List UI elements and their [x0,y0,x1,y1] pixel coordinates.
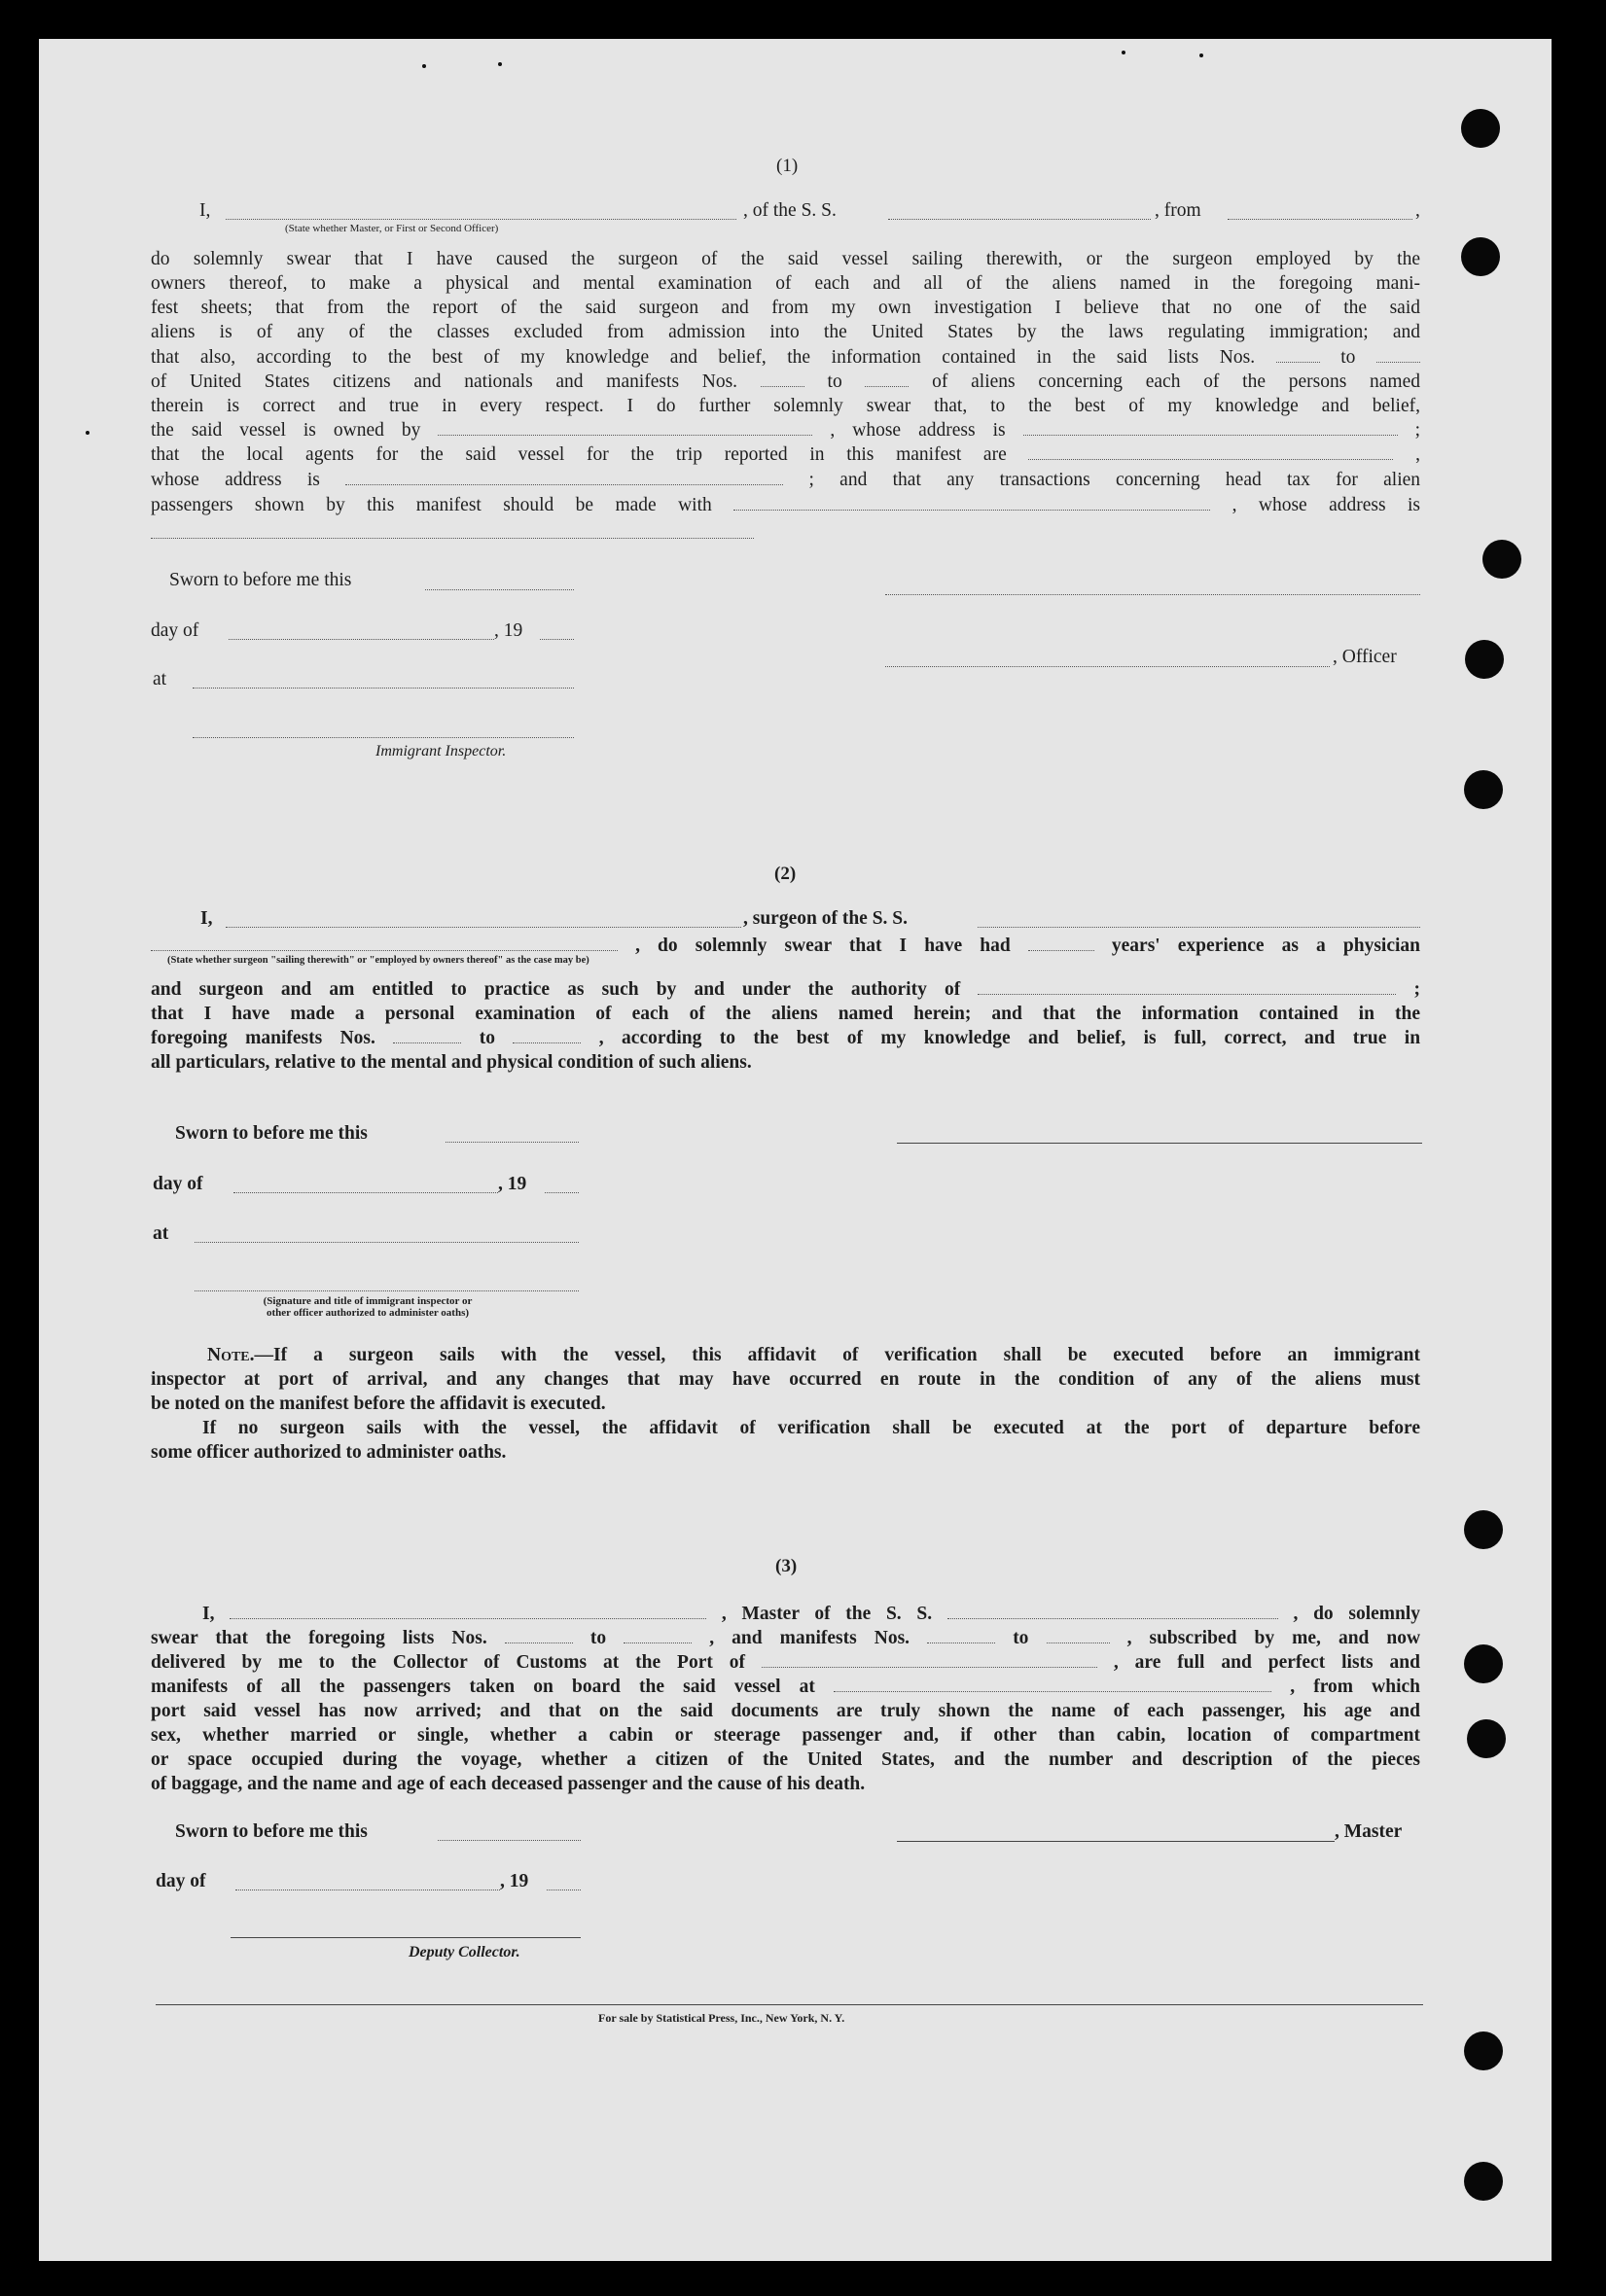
s1-from-label: , from [1155,200,1201,221]
s1-head-tax-label: passengers shown by this manifest should be made with [151,495,712,515]
punch-hole [1461,237,1500,276]
s3-line-3 [151,1650,1420,1675]
punch-hole [1464,770,1503,809]
punch-hole [1464,1644,1503,1683]
s3-line-7: or space occupied during the voyage, whether a citizen of the United States, and the number and description of the pieces [151,1749,1420,1770]
s2-at-place-field[interactable] [195,1241,579,1243]
s1-line-11 [151,493,1420,517]
s1-line-4: aliens is of any of the classes excluded from admission into the United States by the laws regulating immigration; and [151,322,1420,342]
s3-boarding-port-field[interactable] [834,1677,1271,1692]
s1-line-6-text: of United States citizens and nationals and manifests Nos. [151,371,738,392]
s2-signature-field[interactable] [897,1143,1422,1145]
s1-owned-by-label: the said vessel is owned by [151,420,421,441]
s2-signature-caption [193,1295,543,1319]
s2-day-of-label: day of [153,1174,203,1194]
section-2-heading: (2) [774,864,797,884]
s3-line-6: sex, whether married or single, whether a cabin or steerage passenger and, if other than cabin, location of compartment [151,1725,1420,1746]
s3-sworn-date-field[interactable] [438,1839,581,1841]
s1-line-5-to: to [1340,347,1356,368]
s2-sworn-date-field[interactable] [446,1141,579,1143]
s2-note-text-1: —If a surgeon sails with the vessel, this affidavit of verification shall be executed before an immigrant [254,1345,1420,1365]
s2-signature-caption-1: (Signature and title of immigrant inspector or [263,1295,473,1307]
punch-hole [1464,1510,1503,1549]
s1-officer-label: , Officer [1333,647,1397,667]
s2-line-3 [151,977,1420,1002]
s2-year-label: , 19 [498,1174,527,1194]
s3-year-label: , 19 [500,1871,529,1891]
s3-manifests-from-field[interactable] [927,1628,995,1643]
s1-line-6-to: to [827,371,842,392]
s2-line-4: that I have made a personal examination of each of the aliens named herein; and that the information contained in the [151,1004,1420,1024]
s1-day-of-label: day of [151,620,199,641]
s3-manifests-to: to [1013,1628,1029,1648]
s1-line-6-tail: of aliens concerning each of the persons named [932,371,1420,392]
s1-sworn-label: Sworn to before me this [169,570,352,590]
s3-line-3-tail: , are full and perfect lists and [1113,1652,1420,1673]
s1-line-5-text: that also, according to the best of my knowledge and belief, the information contained in the said lists Nos. [151,347,1256,368]
s2-manifests-to-field[interactable] [513,1028,581,1043]
s1-agents-label: that the local agents for the said vessel for the trip reported in this manifest are [151,444,1007,465]
s1-signature-field[interactable] [885,593,1420,595]
s3-year-field[interactable] [547,1889,581,1890]
s1-inspector-signature-field[interactable] [193,736,574,738]
s1-line-2: owners thereof, to make a physical and mental examination of each and all of the aliens named in the foregoing mani- [151,273,1420,294]
s2-year-field[interactable] [545,1191,579,1193]
s3-solemnly-label: , do solemnly [1293,1604,1421,1624]
s1-sworn-date-field[interactable] [425,588,574,590]
s1-inspector-label: Immigrant Inspector. [375,743,507,759]
footer-imprint: For sale by Statistical Press, Inc., New York, N. Y. [598,2011,845,2025]
s1-line-1: do solemnly swear that I have caused the surgeon of the said vessel sailing therewith, or the surgeon employed by the [151,249,1420,269]
s3-lists-from-field[interactable] [505,1628,573,1643]
s1-line-3: fest sheets; that from the report of the said surgeon and from my own investigation I believe that no one of the said [151,298,1420,318]
ink-speck [1199,53,1203,57]
punch-hole [1467,1719,1506,1758]
s3-i-label: I, [202,1604,215,1624]
ink-speck [498,62,502,66]
s3-line-1 [151,1602,1420,1626]
s3-vessel-name-field[interactable] [947,1604,1278,1619]
s3-deputy-signature-field[interactable] [231,1937,581,1939]
s1-agent-address-field[interactable] [345,470,783,485]
s1-line-7: therein is correct and true in every respect. I do further solemnly swear that, to the best of my knowledge and belief, [151,396,1420,416]
s3-day-field[interactable] [235,1889,500,1890]
s3-master-name-field[interactable] [230,1604,706,1619]
s1-line-10-tail: ; and that any transactions concerning head tax for alien [808,470,1421,490]
ink-speck [422,64,426,68]
s2-authority-label: and surgeon and am entitled to practice as such by and under the authority of [151,979,961,1000]
s3-master-label: , Master [1335,1821,1403,1842]
ink-speck [1122,51,1125,54]
s1-owner-address-field[interactable] [1023,420,1398,436]
s1-line-9-comma: , [1415,444,1421,465]
s3-line-2-tail: , subscribed by me, and now [1126,1628,1421,1648]
punch-hole [1464,2162,1503,2201]
s3-master-signature-field[interactable] [897,1841,1335,1843]
s1-officer-field[interactable] [885,665,1330,667]
s3-line-4 [151,1675,1420,1699]
s2-note-line-1 [151,1343,1420,1367]
s1-day-field[interactable] [229,638,494,640]
punch-hole [1461,109,1500,148]
s2-manifests-label: foregoing manifests Nos. [151,1028,375,1048]
s3-line-4-tail: , from which [1290,1677,1421,1697]
s1-master-caption: (State whether Master, or First or Second Officer) [285,223,499,234]
s3-line-8: of baggage, and the name and age of each deceased passenger and the cause of his death. [151,1774,866,1794]
footer-rule [156,2004,1423,2006]
s1-of-ss-label: , of the S. S. [743,200,837,221]
s1-vessel-name-field[interactable] [888,218,1151,220]
s2-day-field[interactable] [233,1191,498,1193]
s2-surgeon-name-field[interactable] [226,926,741,928]
s2-line-5-tail: , according to the best of my knowledge and belief, is full, correct, and true in [598,1028,1421,1048]
s1-line-5 [151,345,1420,370]
punch-hole [1464,2031,1503,2070]
s2-manifests-from-field[interactable] [393,1028,461,1043]
s2-years-field[interactable] [1028,936,1094,951]
s3-lists-to: to [589,1628,607,1648]
s2-signature-caption-2: other officer authorized to administer oaths) [266,1307,470,1319]
s2-line-5-to: to [479,1028,495,1048]
s2-at-label: at [153,1223,169,1244]
section-3-heading: (3) [775,1556,798,1576]
s2-line-3-semicolon: ; [1413,979,1421,1000]
s2-years-tail: years' experience as a physician [1111,936,1420,956]
s2-surgeon-of-label: , surgeon of the S. S. [743,908,909,929]
s2-experience-label: , do solemnly swear that I have had [635,936,1011,956]
s1-agent-address-label: whose address is [151,470,320,490]
s2-line-5 [151,1026,1420,1050]
s3-lists-label: swear that the foregoing lists Nos. [151,1628,487,1648]
s3-port-label: delivered by me to the Collector of Customs at the Port of [151,1652,746,1673]
s2-note-line-4: If no surgeon sails with the vessel, the affidavit of verification shall be executed at the port of departure before [202,1418,1420,1438]
s1-year-field[interactable] [540,638,574,640]
s2-vessel-name-field[interactable] [978,926,1420,928]
s1-owner-field[interactable] [438,420,812,436]
s3-sworn-label: Sworn to before me this [175,1821,368,1842]
s1-from-port-field[interactable] [1228,218,1412,220]
s1-master-name-field[interactable] [226,218,736,220]
s1-line-10 [151,468,1420,492]
section-1-heading: (1) [776,156,799,176]
s2-surgeon-type-field[interactable] [151,936,618,951]
s1-line-8 [151,418,1420,442]
s1-head-tax-address-label: , whose address is [1231,495,1420,515]
ink-speck [86,431,89,435]
s1-i-label: I, [199,200,211,221]
s2-inspector-signature-field[interactable] [195,1289,579,1291]
s3-manifests-label: , and manifests Nos. [709,1628,910,1648]
s1-at-place-field[interactable] [193,687,574,689]
s2-note-line-2: inspector at port of arrival, and any changes that may have occurred en route in the condition of any of the aliens must [151,1369,1420,1390]
s1-head-tax-address-field[interactable] [151,537,754,539]
s1-line-9 [151,442,1420,467]
s2-sworn-label: Sworn to before me this [175,1123,368,1144]
s1-manifests-to-field[interactable] [865,371,909,387]
s1-line-8-semicolon: ; [1414,420,1420,441]
s2-i-label: I, [200,908,213,929]
s3-deputy-label: Deputy Collector. [409,1944,520,1960]
s3-day-of-label: day of [156,1871,206,1891]
s1-head-tax-party-field[interactable] [733,495,1210,511]
s1-at-label: at [153,669,167,689]
s2-note-label: Note. [207,1345,255,1365]
s2-surgeon-caption: (State whether surgeon "sailing therewith" or "employed by owners thereof" as the case may be) [167,955,589,966]
s1-owner-address-label: , whose address is [830,420,1006,441]
s2-note-line-5: some officer authorized to administer oaths. [151,1442,507,1463]
s3-port-field[interactable] [762,1652,1097,1668]
s3-line-2 [151,1626,1420,1650]
s1-agents-field[interactable] [1028,444,1393,460]
s2-authority-field[interactable] [978,979,1396,995]
s1-citizen-lists-to-field[interactable] [1376,347,1420,363]
s3-master-of-label: , Master of the S. S. [721,1604,933,1624]
s1-trailing-comma: , [1415,200,1420,221]
punch-hole [1482,540,1521,579]
s3-lists-to-field[interactable] [624,1628,692,1643]
s3-manifests-to-field[interactable] [1047,1628,1110,1643]
punch-hole [1465,640,1504,679]
s2-line-6: all particulars, relative to the mental and physical condition of such aliens. [151,1052,752,1073]
s1-year-label: , 19 [494,620,523,641]
s3-line-5: port said vessel has now arrived; and that on the said documents are truly shown the name of each passenger, his age and [151,1701,1420,1721]
s1-manifests-from-field[interactable] [761,371,804,387]
s1-citizen-lists-from-field[interactable] [1276,347,1320,363]
s3-boarded-label: manifests of all the passengers taken on board the said vessel at [151,1677,815,1697]
s1-line-6 [151,370,1420,394]
s2-note-line-3: be noted on the manifest before the affidavit is executed. [151,1394,606,1414]
